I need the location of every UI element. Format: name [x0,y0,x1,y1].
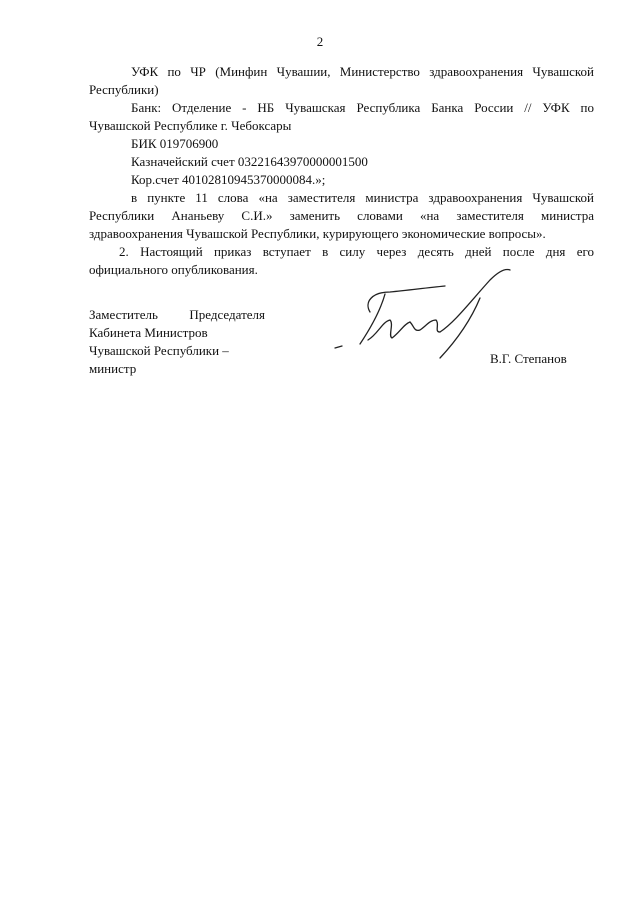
signatory-title-line: Кабинета Министров [89,325,208,340]
signatory-name: В.Г. Степанов [490,351,567,366]
signatory-title-line: Чувашской Республики – [89,343,229,358]
text-line: Банк: Отделение - НБ Чувашская Республика Банка России // УФК по [131,100,594,115]
signatory-title-word: Заместитель [89,307,158,322]
signatory-title-line: министр [89,361,137,376]
handwritten-signature [330,262,530,362]
page-number: 2 [316,34,324,49]
text-line: Кор.счет 40102810945370000084.»; [131,172,326,187]
text-line: Республики) [89,82,159,97]
text-line: здравоохранения Чувашской Республики, курирующего экономические вопросы». [89,226,546,241]
text-line: Казначейский счет 03221643970000001500 [131,154,368,169]
signatory-title-word: Председателя [189,307,265,322]
text-line: официального опубликования. [89,262,258,277]
signatory-title-line [89,306,265,324]
text-line: Республики Ананьеву С.И.» заменить словами «на заместителя министра [89,208,594,223]
text-line: УФК по ЧР (Минфин Чувашии, Министерство здравоохранения Чувашской [131,64,594,79]
document-body [89,63,594,279]
text-line: в пункте 11 слова «на заместителя министра здравоохранения Чувашской [131,190,594,205]
text-line: Чувашской Республике г. Чебоксары [89,118,292,133]
text-line: 2. Настоящий приказ вступает в силу через десять дней после дня его [119,244,594,259]
signatory-title [89,306,289,378]
text-line: БИК 019706900 [131,136,219,151]
